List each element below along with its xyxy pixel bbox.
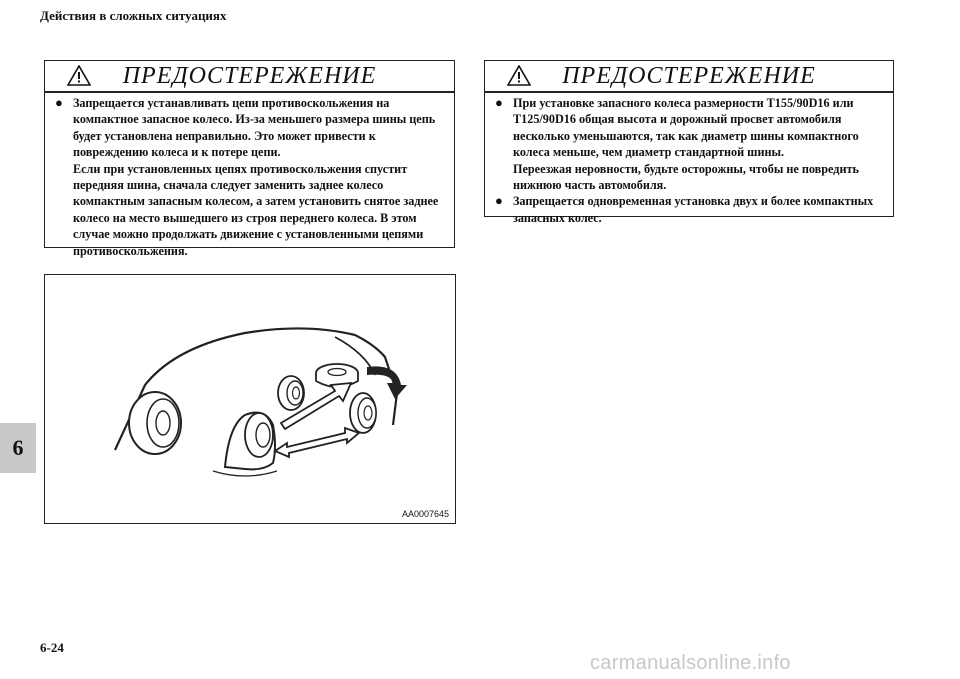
warning-body (485, 93, 893, 232)
warning-body (45, 93, 454, 265)
running-header: Действия в сложных ситуациях (40, 8, 227, 23)
warning-header (485, 61, 893, 93)
warning-paragraph: Переезжая неровности, будьте осторожны, чтобы не повредить нижнюю часть автомобиля. (513, 161, 859, 193)
car-wheel-diagram (45, 275, 455, 523)
warning-box-left (44, 60, 455, 258)
warning-paragraph: Если при установленных цепях противоскольжения спустит передняя шина, сначала следует заменить заднее колесо компактным запасным колесом, а затем установить снятое заднее колесо на место вышедшего из строя переднего колеса. В этом случае можно продолжать движение с установленными цепями противоскольжения. (73, 161, 439, 258)
warning-paragraph: Запрещается одновременная установка двух и более компактных запасных колес. (513, 194, 874, 225)
double-arrow-icon (275, 428, 359, 457)
curved-arrow-icon (367, 366, 407, 399)
warning-triangle-icon (507, 65, 531, 86)
warning-title: ПРЕДОСТЕРЕЖЕНИЕ (562, 62, 816, 89)
rear-right-wheel-icon (350, 393, 376, 433)
flat-front-wheel-icon (225, 413, 275, 470)
bullet-icon: ● (495, 95, 503, 110)
warning-title: ПРЕДОСТЕРЕЖЕНИЕ (122, 62, 377, 89)
rear-wheel-icon (129, 392, 181, 454)
warning-box-right (484, 60, 894, 225)
warning-triangle-icon (67, 65, 91, 86)
warning-item (495, 95, 885, 193)
bullet-icon: ● (55, 95, 63, 110)
warning-paragraph: Запрещается устанавливать цепи противоскольжения на компактное запасное колесо. Из-за меньшего размера шины цепь будет установлена неправильно. Это может привести к повреждению колеса и к потере цепи. (73, 96, 436, 160)
warning-paragraph: При установке запасного колеса размерности T155/90D16 или T125/90D16 общая высота и дорожный просвет автомобиля несколько уменьшаются, так как диаметр шины компактного колеса меньше, чем диаметр стандартной шины. (513, 96, 859, 160)
chapter-tab: 6 (0, 423, 36, 473)
bullet-icon: ● (495, 193, 503, 209)
warning-header (45, 61, 454, 93)
wheel-rotation-illustration (44, 274, 456, 524)
watermark: carmanualsonline.info (590, 652, 791, 674)
figure-code: AA0007645 (401, 509, 449, 519)
warning-item (495, 193, 885, 226)
warning-item (55, 95, 446, 259)
page-number: 6-24 (40, 640, 64, 655)
far-wheel-icon (278, 376, 304, 410)
